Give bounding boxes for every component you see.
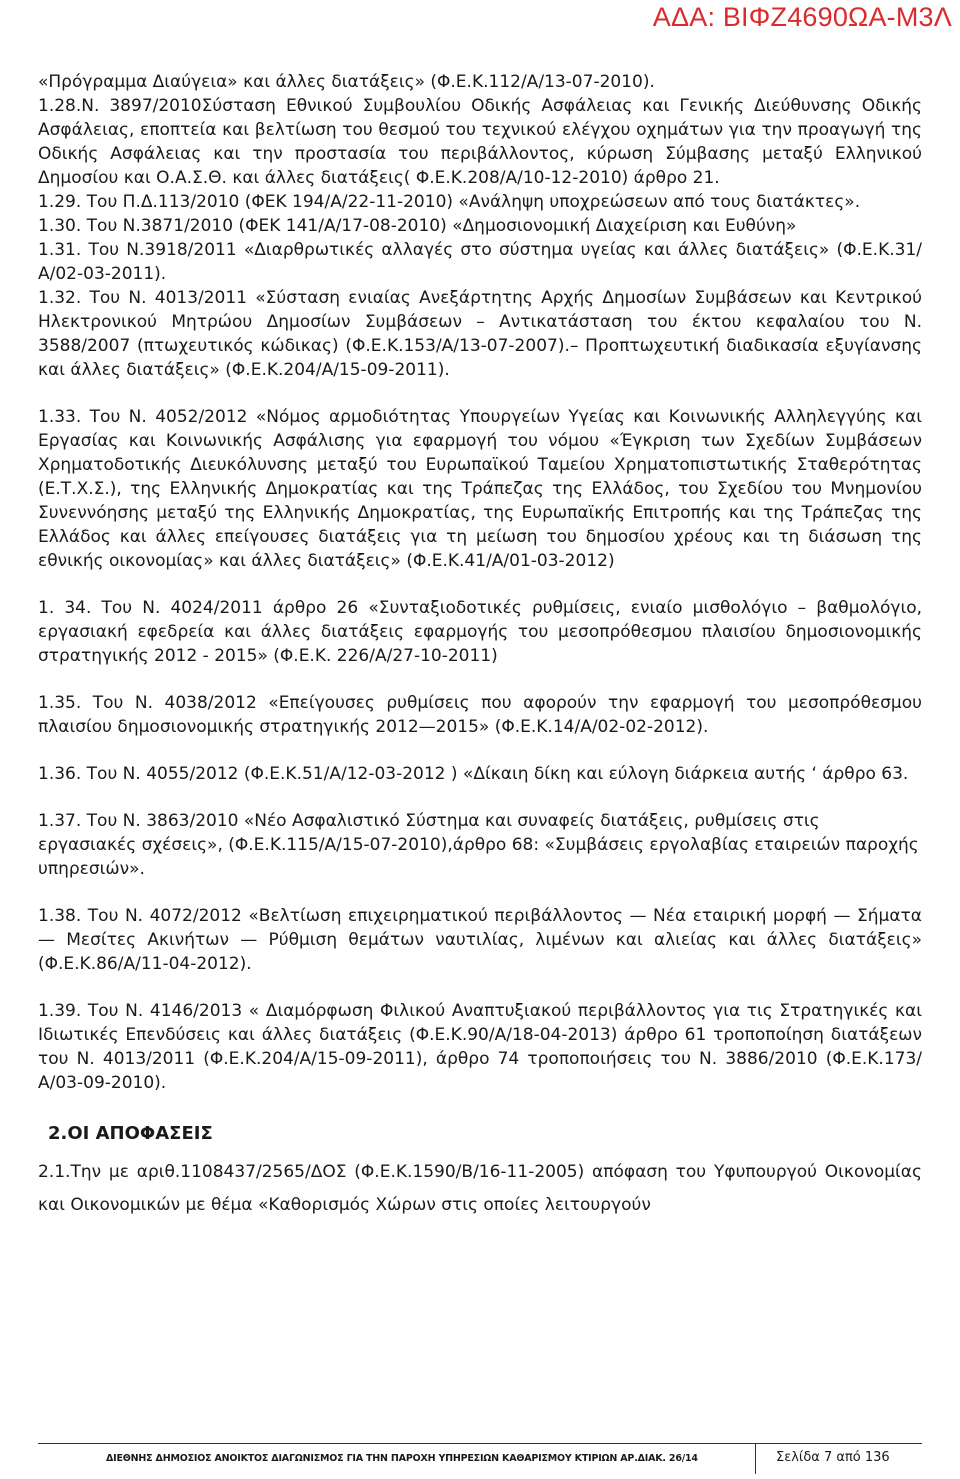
paragraph-1-38: 1.38. Του Ν. 4072/2012 «Βελτίωση επιχειρηματικού περιβάλλοντος — Νέα εταιρική μορφή — Σήματα — Μεσίτες Ακινήτων — Ρύθμιση θεμάτων ναυτιλίας, λιμένων και αλιείας και άλλες διατάξεις» (Φ.Ε.Κ.86/Α/11-04-2012).	[38, 906, 922, 974]
page-number: Σελίδα 7 από 136	[776, 1450, 890, 1465]
paragraph-2-1: 2.1.Την με αριθ.1108437/2565/ΔΟΣ (Φ.Ε.Κ.1590/Β/16-11-2005) απόφαση του Υφυπουργού Οικονομίας και Οικονομικών με θέμα «Καθορισμός Χώρων στις οποίες λειτουργούν	[38, 1162, 922, 1215]
paragraph-diavgeia-tail: «Πρόγραμμα Διαύγεια» και άλλες διατάξεις» (Φ.Ε.Κ.112/Α/13-07-2010).	[38, 72, 655, 92]
section-heading: 2.ΟΙ ΑΠΟΦΑΣΕΙΣ	[48, 1123, 213, 1144]
footer-divider	[38, 1443, 922, 1444]
paragraph-1-30: 1.30. Του Ν.3871/2010 (ΦΕΚ 141/Α/17-08-2010) «Δημοσιονομική Διαχείριση και Ευθύνη»	[38, 216, 797, 236]
paragraph-1-39: 1.39. Του Ν. 4146/2013 « Διαμόρφωση Φιλικού Αναπτυξιακού περιβάλλοντος για τις Στρατηγικές και Ιδιωτικές Επενδύσεις και άλλες διατάξεις (Φ.Ε.Κ.90/Α/18-04-2013) άρθρο 61 τροποποίηση διατάξεων του Ν. 4013/2011 (Φ.Ε.Κ.204/Α/15-09-2011), άρθρο 74 τροποποιήσεις του Ν. 3886/2010 (Φ.Ε.Κ.173/Α/03-09-2010).	[38, 1001, 922, 1093]
paragraph-1-33: 1.33. Του Ν. 4052/2012 «Νόμος αρμοδιότητας Υπουργείων Υγείας και Κοινωνικής Αλληλεγγύης και Εργασίας και Κοινωνικής Ασφάλισης για εφαρμογή του νόμου «Έγκριση των Σχεδίων Συμβάσεων Χρηματοδοτικής Διευκόλυνσης μεταξύ του Ευρωπαϊκού Ταμείου Χρηματοπιστωτικής Σταθερότητας (Ε.Τ.Χ.Σ.), της Ελληνικής Δημοκρατίας και της Τράπεζας της Ελλάδος, του Σχεδίου του Μνημονίου Συνεννόησης μεταξύ της Ελληνικής Δημοκρατίας, της Ευρωπαϊκής Επιτροπής και της Τράπεζας της Ελλάδος και άλλες επείγουσες διατάξεις για τη μείωση του δημοσίου χρέους και τη διάσωση της εθνικής οικονομίας» και άλλες διατάξεις» (Φ.Ε.Κ.41/Α/01-03-2012)	[38, 407, 922, 571]
footer-separator	[755, 1444, 756, 1474]
ada-code: ΑΔΑ: ΒΙΦΖ4690ΩΑ-Μ3Λ	[652, 2, 952, 32]
paragraph-1-34: 1. 34. Του Ν. 4024/2011 άρθρο 26 «Συνταξιοδοτικές ρυθμίσεις, ενιαίο μισθολόγιο – βαθμολόγιο, εργασιακή εφεδρεία και άλλες διατάξεις εφαρμογής του μεσοπρόθεσμου πλαισίου δημοσιονομικής στρατηγικής 2012 - 2015» (Φ.Ε.Κ. 226/Α/27-10-2011)	[38, 598, 922, 666]
footer-title: ΔΙΕΘΝΗΣ ΔΗΜΟΣΙΟΣ ΑΝΟΙΚΤΟΣ ΔΙΑΓΩΝΙΣΜΟΣ ΓΙΑ ΤΗΝ ΠΑΡΟΧΗ ΥΠΗΡΕΣΙΩΝ ΚΑΘΑΡΙΣΜΟΥ ΚΤΙΡΙΩΝ ΑΡ.ΔΙΑΚ. 26/14	[106, 1453, 698, 1464]
paragraph-1-32: 1.32. Του Ν. 4013/2011 «Σύσταση ενιαίας Ανεξάρτητης Αρχής Δημοσίων Συμβάσεων και Κεντρικού Ηλεκτρονικού Μητρώου Δημοσίων Συμβάσεων – Αντικατάσταση του έκτου κεφαλαίου του Ν. 3588/2007 (πτωχευτικός κώδικας) (Φ.Ε.Κ.153/Α/13-07-2007).– Προπτωχευτική διαδικασία εξυγίανσης και άλλες διατάξεις» (Φ.Ε.Κ.204/Α/15-09-2011).	[38, 288, 922, 380]
paragraph-1-29: 1.29. Του Π.Δ.113/2010 (ΦΕΚ 194/Α/22-11-2010) «Ανάληψη υποχρεώσεων από τους διατάκτες».	[38, 192, 861, 212]
paragraph-1-35: 1.35. Του Ν. 4038/2012 «Επείγουσες ρυθμίσεις που αφορούν την εφαρμογή του μεσοπρόθεσμου πλαισίου δημοσιονομικής στρατηγικής 2012—2015» (Φ.Ε.Κ.14/Α/02-02-2012).	[38, 693, 922, 737]
paragraph-1-31: 1.31. Του Ν.3918/2011 «Διαρθρωτικές αλλαγές στο σύστημα υγείας και άλλες διατάξεις» (Φ.Ε.Κ.31/Α/02-03-2011).	[38, 240, 922, 284]
paragraph-1-28: 1.28.Ν. 3897/2010Σύσταση Εθνικού Συμβουλίου Οδικής Ασφάλειας και Γενικής Διεύθυνσης Οδικής Ασφάλειας, εποπτεία και βελτίωση του θεσμού του τεχνικού ελέγχου οχημάτων για την προαγωγή της Οδικής Ασφάλειας και την προστασία του περιβάλλοντος, κύρωση Σύμβασης μεταξύ Ελληνικού Δημοσίου και Ο.Α.Σ.Θ. και άλλες διατάξεις( Φ.Ε.Κ.208/Α/10-12-2010) άρθρο 21.	[38, 96, 922, 188]
document-body	[38, 70, 922, 1222]
paragraph-1-36: 1.36. Του Ν. 4055/2012 (Φ.Ε.Κ.51/Α/12-03-2012 ) «Δίκαιη δίκη και εύλογη διάρκεια αυτής ‘ άρθρο 63.	[38, 764, 909, 784]
paragraph-1-37: 1.37. Του Ν. 3863/2010 «Νέο Ασφαλιστικό Σύστημα και συναφείς διατάξεις, ρυθμίσεις στις εργασιακές σχέσεις», (Φ.Ε.Κ.115/Α/15-07-2010),άρθρο 68: «Συμβάσεις εργολαβίας εταιρειών παροχής υπηρεσιών».	[38, 811, 919, 879]
